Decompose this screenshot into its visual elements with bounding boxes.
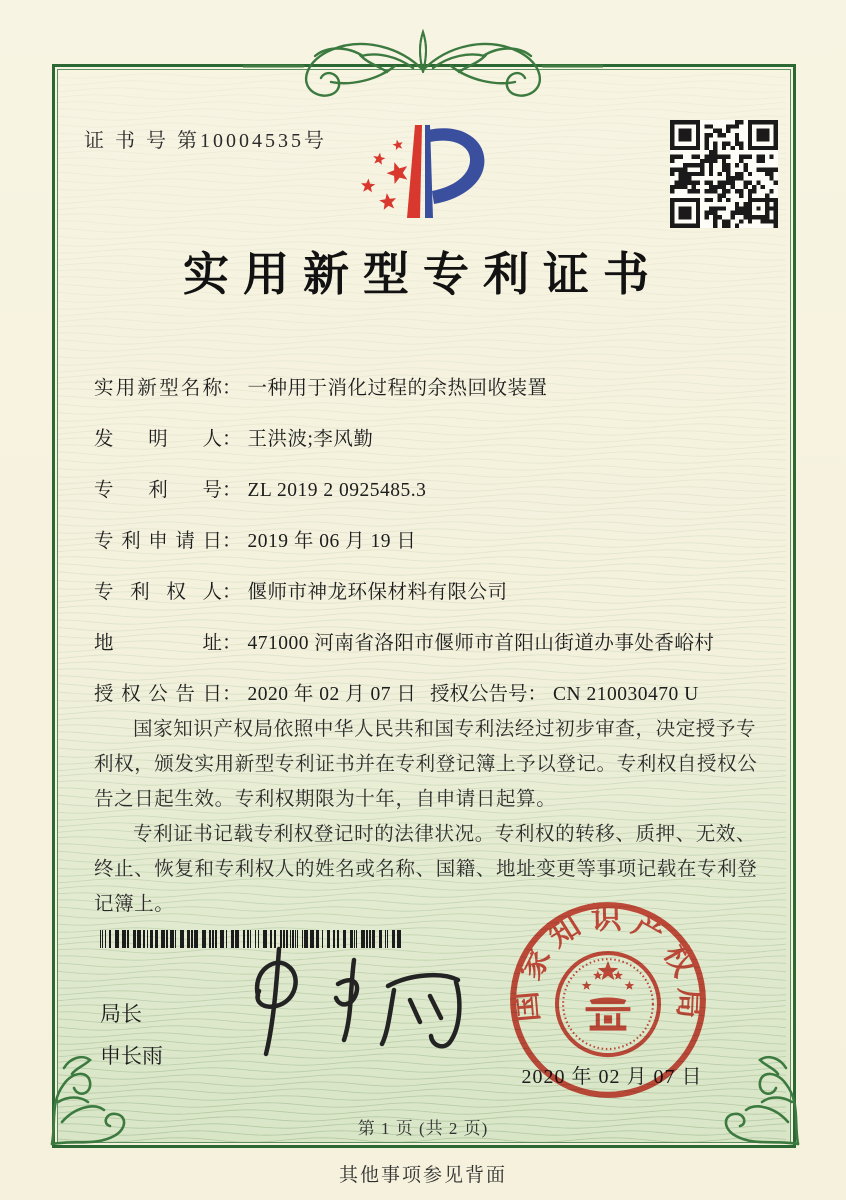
field-value: CN 210030470 U	[553, 684, 699, 705]
field-label: 地址	[94, 633, 222, 654]
field-row: 专利号： ZL 2019 2 0925485.3	[94, 474, 766, 500]
field-label: 发明人	[94, 429, 222, 450]
field-row: 专利申请日： 2019 年 06 月 19 日	[94, 525, 766, 551]
field-label: 专利号	[94, 480, 222, 501]
field-value: 偃师市神龙环保材料有限公司	[247, 582, 508, 603]
field-value: ZL 2019 2 0925485.3	[247, 480, 427, 501]
back-side-note: 其他事项参见背面	[338, 1165, 507, 1186]
director-block	[100, 998, 163, 1082]
field-value: 一种用于消化过程的余热回收装置	[247, 378, 548, 399]
field-value: 王洪波;李风勤	[247, 429, 374, 450]
director-signature-icon	[212, 944, 482, 1059]
field-label: 授权公告日	[94, 684, 222, 705]
national-emblem-icon	[557, 953, 659, 1055]
field-label: 授权公告号	[430, 684, 528, 705]
director-name: 申长雨	[100, 1045, 163, 1068]
field-value: 2019 年 06 月 19 日	[247, 531, 417, 552]
cnipa-logo-icon	[352, 114, 502, 232]
certificate-title: 实用新型专利证书	[183, 249, 663, 300]
field-row: 地址： 471000 河南省洛阳市偃师市首阳山街道办事处香峪村	[94, 627, 766, 653]
field-row: 发明人： 王洪波;李风勤	[94, 423, 766, 449]
legal-paragraph: 专利证书记载专利权登记时的法律状况。专利权的转移、质押、无效、终止、恢复和专利权人的姓名或名称、国籍、地址变更等事项记载在专利登记簿上。	[94, 824, 758, 916]
page-number: 第 1 页 (共 2 页)	[357, 1119, 489, 1138]
cnipa-official-seal-icon	[506, 898, 710, 1102]
field-row: 授权公告日： 2020 年 02 月 07 日 授权公告号： CN 210030470 U	[94, 678, 766, 704]
field-label: 专利申请日	[94, 531, 222, 552]
seal-date: 2020 年 02 月 07 日	[521, 1066, 703, 1088]
field-list	[94, 372, 766, 729]
field-label: 专利权人	[94, 582, 222, 603]
field-value: 2020 年 02 月 07 日	[247, 684, 417, 705]
legal-paragraph: 国家知识产权局依照中华人民共和国专利法经过初步审查，决定授予专利权，颁发实用新型专利证书并在专利登记簿上予以登记。专利权自授权公告之日起生效。专利权期限为十年，自申请日起算。	[94, 719, 758, 811]
top-scroll-ornament-icon	[243, 26, 603, 106]
legal-text	[94, 712, 758, 923]
field-value: 471000 河南省洛阳市偃师市首阳山街道办事处香峪村	[247, 633, 715, 654]
qr-code-icon	[670, 120, 778, 228]
field-row: 专利权人： 偃师市神龙环保材料有限公司	[94, 576, 766, 602]
director-title: 局长	[100, 1003, 142, 1026]
field-label: 实用新型名称	[94, 378, 222, 399]
certificate-number: 证 书 号 第10004535号	[84, 130, 327, 152]
seal-text: 国家知识产权局	[508, 901, 707, 1024]
grant-publication-number: 授权公告号： CN 210030470 U	[430, 684, 699, 705]
field-row: 实用新型名称： 一种用于消化过程的余热回收装置	[94, 372, 766, 398]
